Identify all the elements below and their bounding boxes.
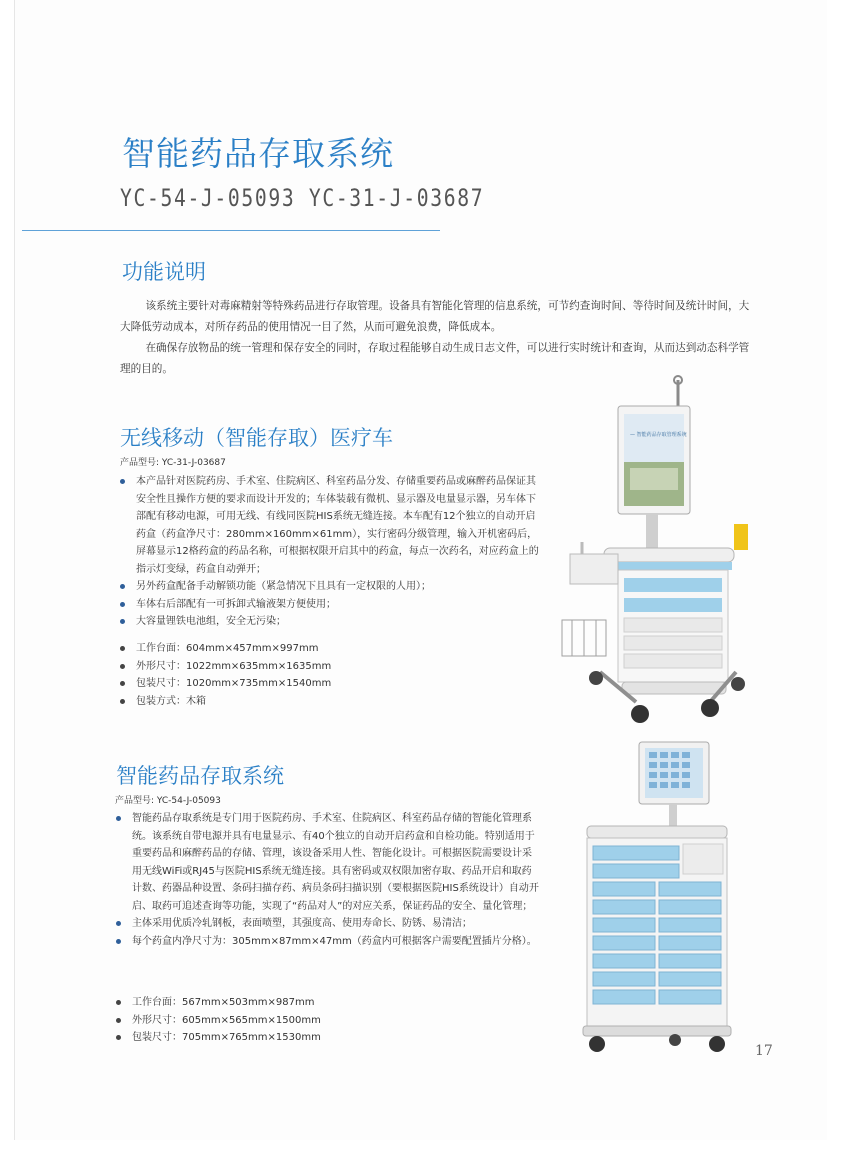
intro-paragraph-2: 在确保存放物品的统一管理和保存安全的同时，存取过程能够自动生成日志文件，可以进行实时统计和查询，从而达到动态科学管理的目的。 [120, 342, 750, 375]
model-numbers: YC-54-J-05093 YC-31-J-03687 [120, 184, 485, 212]
spec-item: 外形尺寸：605mm×565mm×1500mm [113, 1012, 413, 1030]
feature-item: 每个药盒内净尺寸为：305mm×87mm×47mm（药盒内可根据客户需要配置插片分格）。 [113, 933, 541, 951]
title-rule [22, 230, 440, 231]
medical-cart-image [560, 372, 760, 732]
spec-item: 工作台面：604mm×457mm×997mm [117, 640, 417, 658]
spec-item: 外形尺寸：1022mm×635mm×1635mm [117, 658, 417, 676]
page-title: 智能药品存取系统 [122, 134, 394, 173]
product2-features [113, 810, 541, 950]
spec-item: 包装尺寸：705mm×765mm×1530mm [113, 1029, 413, 1047]
monitor-screen-text: — 智能药品存取管理系统 [630, 432, 687, 438]
intro-heading: 功能说明 [122, 260, 206, 284]
spec-item: 工作台面：567mm×503mm×987mm [113, 994, 413, 1012]
intro-paragraph-1: 该系统主要针对毒麻精射等特殊药品进行存取管理。设备具有智能化管理的信息系统，可节约查询时间、等待时间及统计时间，大大降低劳动成本，对所存药品的使用情况一目了然，从而可避免浪费，降低成本。 [120, 300, 750, 333]
feature-item: 主体采用优质冷轧钢板，表面喷塑，其强度高、使用寿命长、防锈、易清洁； [113, 915, 541, 933]
spec-item: 包装尺寸：1020mm×735mm×1540mm [117, 675, 417, 693]
medicine-cabinet-image [565, 738, 755, 1056]
product1-model: 产品型号: YC-31-J-03687 [120, 458, 226, 468]
feature-item: 智能药品存取系统是专门用于医院药房、手术室、住院病区、科室药品存储的智能化管理系统。该系统自带电源并具有电量显示、有40个独立的自动开启药盒和自检功能。特别适用于重要药品和麻醉药品的存储、管理，该设备采用人性、智能化设计。可根据医院需要设计采用无线WiFi或RJ45与医院HIS系统无缝连接。具有密码或双权限加密存取、药品开启和取药计数、药器品种设置、条码扫描存药、病员条码扫描识别（要根据医院HIS系统设计）自动开启、取药可追述查询等功能，实现了“药品对人”的对应关系，保证药品的安全、量化管理； [113, 810, 541, 915]
product2-heading: 智能药品存取系统 [116, 764, 284, 788]
feature-item: 本产品针对医院药房、手术室、住院病区、科室药品分发、存储重要药品或麻醉药品保证其安全性且操作方便的要求而设计开发的；车体装载有微机、显示器及电量显示器，另车体下部配有移动电源，可用无线、有线同医院HIS系统无缝连接。本车配有12个独立的自动开启药盒（药盒净尺寸：280mm×160mm×61mm），实行密码分级管理，输入开机密码后，屏幕显示12格药盒的药品名称，可根据权限开启其中的药盒，每点一次药名，对应药盒上的指示灯变绿，药盒自动弹开； [117, 473, 545, 578]
product1-specs [117, 640, 417, 710]
page-number: 17 [755, 1043, 773, 1059]
feature-item: 另外药盒配备手动解锁功能（紧急情况下且具有一定权限的人用）； [117, 578, 545, 596]
product2-specs [113, 994, 413, 1047]
intro-text [120, 296, 758, 380]
spec-item: 包装方式：木箱 [117, 693, 417, 711]
product1-features [117, 473, 545, 631]
feature-item: 车体右后部配有一可拆卸式输液架方便使用； [117, 596, 545, 614]
product2-model: 产品型号: YC-54-J-05093 [115, 796, 221, 806]
feature-item: 大容量锂铁电池组，安全无污染； [117, 613, 545, 631]
product1-heading: 无线移动（智能存取）医疗车 [120, 426, 393, 450]
